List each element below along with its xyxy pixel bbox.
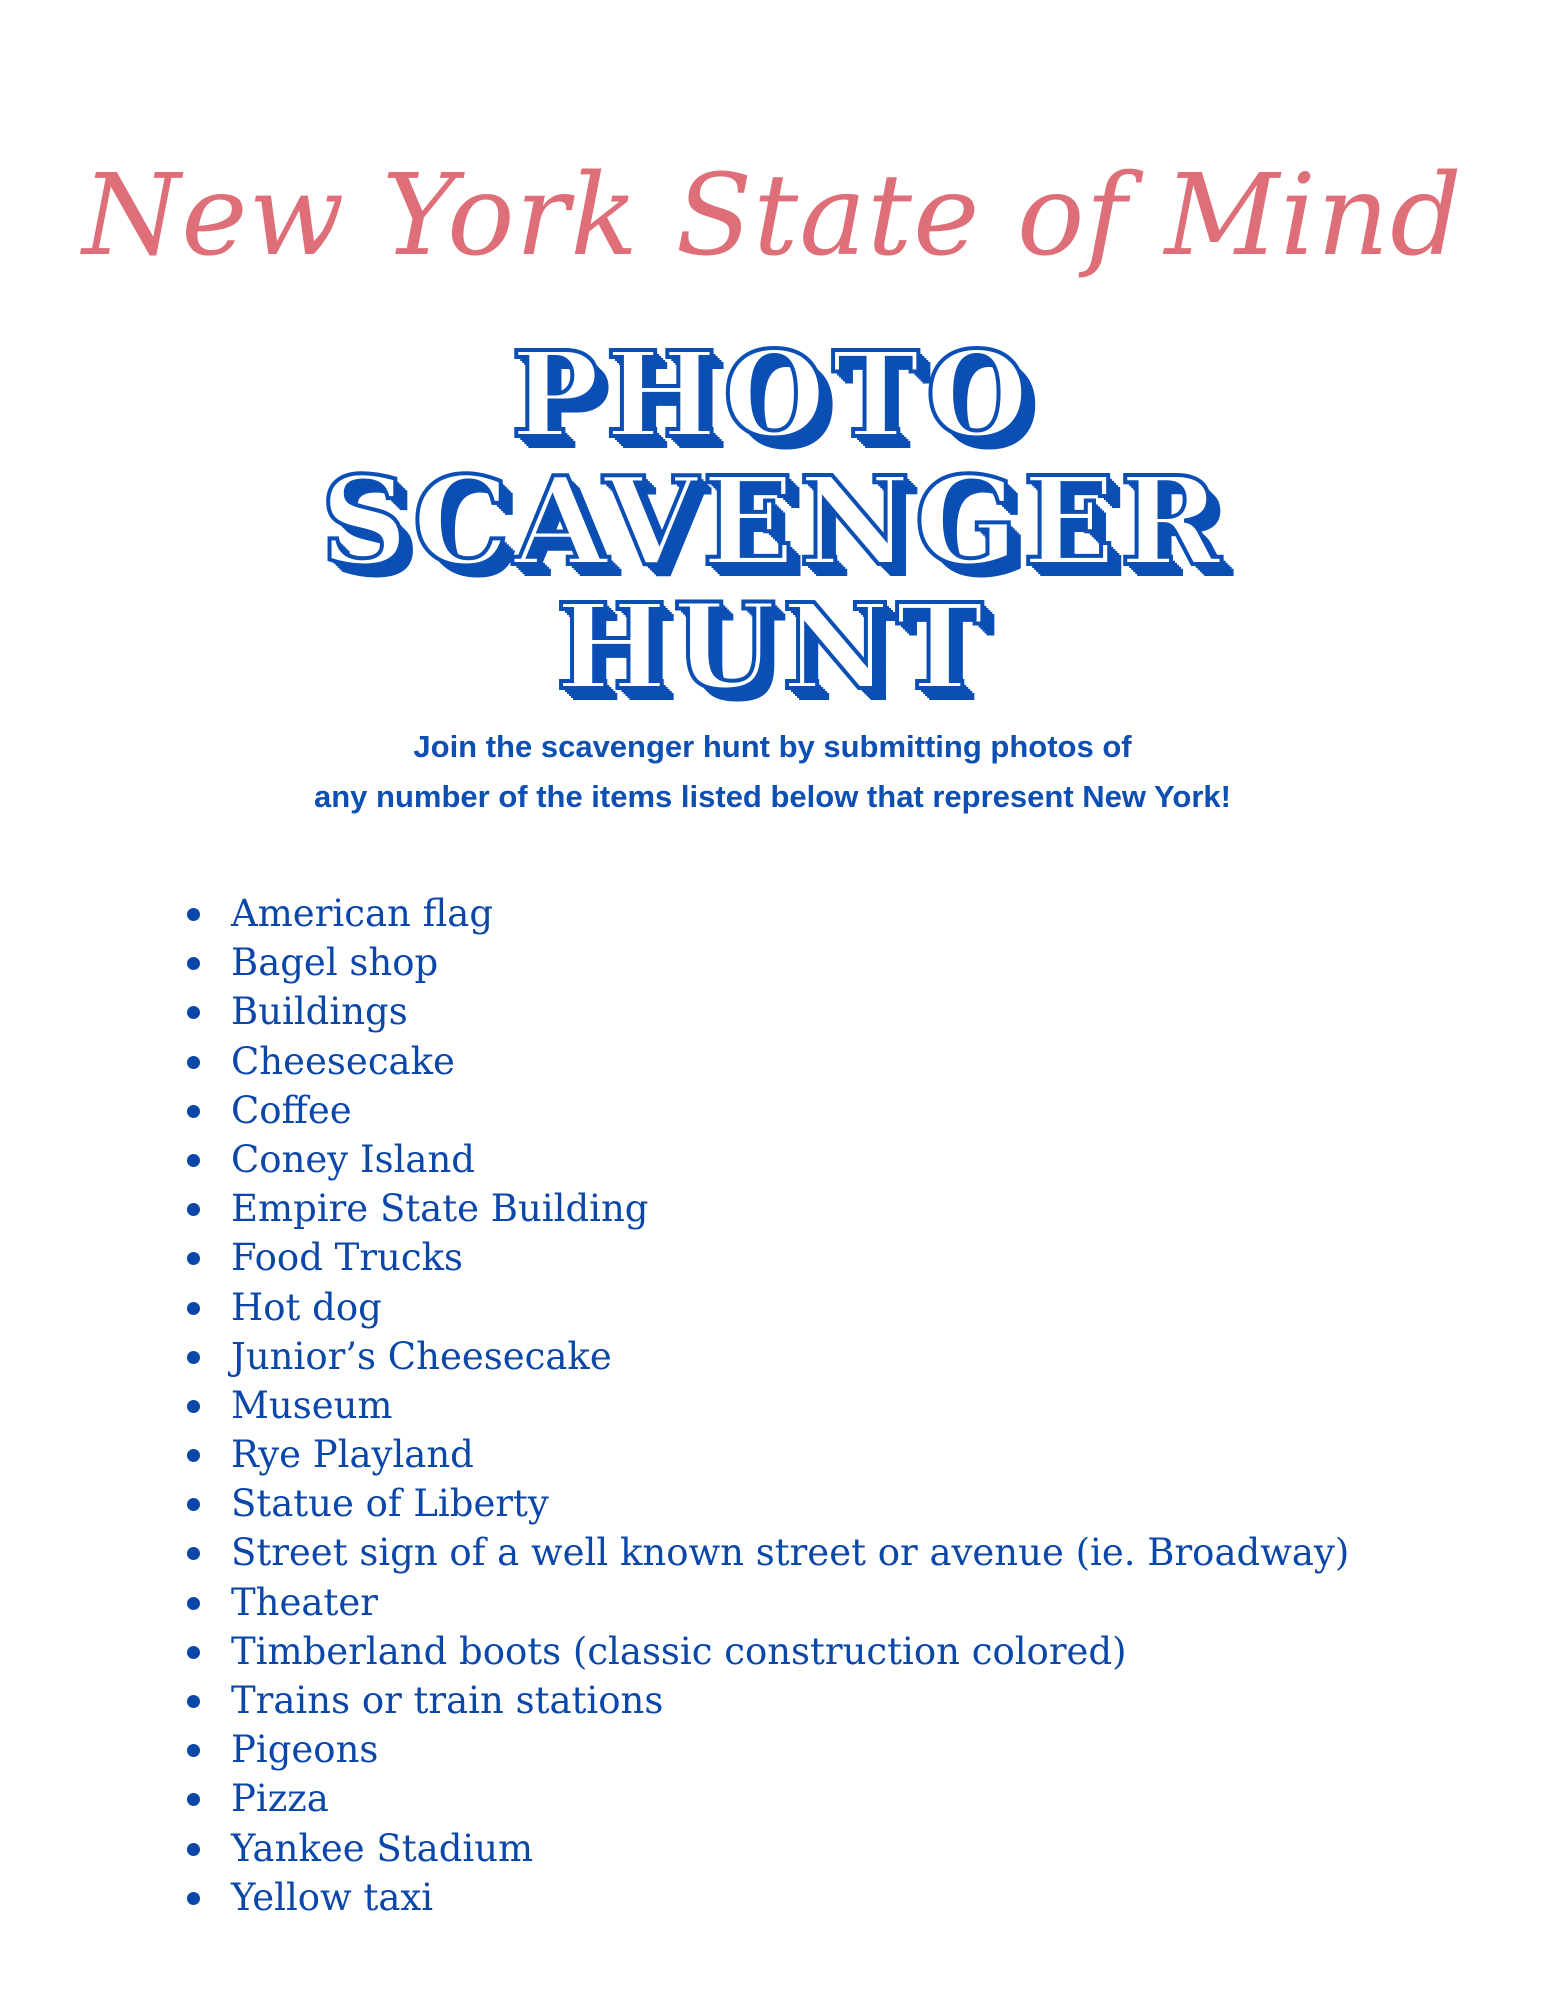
list-item-label: Statue of Liberty — [231, 1482, 549, 1526]
list-item — [183, 1676, 1349, 1725]
bullet-icon — [187, 957, 200, 970]
bullet-icon — [187, 1006, 200, 1019]
list-item — [183, 987, 1349, 1036]
intro-line-2: any number of the items listed below that represent New York! — [314, 779, 1231, 814]
bullet-icon — [187, 1498, 200, 1511]
title-line-photo: PHOTO — [510, 325, 1035, 464]
list-item — [183, 1627, 1349, 1676]
list-item-label: Cheesecake — [231, 1039, 455, 1083]
bullet-icon — [187, 1547, 200, 1560]
bullet-icon — [187, 1105, 200, 1118]
list-item-label: Yellow taxi — [231, 1875, 434, 1919]
list-item — [183, 1578, 1349, 1627]
bullet-icon — [187, 1449, 200, 1462]
list-item-label: Timberland boots (classic construction colored) — [231, 1629, 1127, 1673]
list-item — [183, 1037, 1349, 1086]
intro-line-1: Join the scavenger hunt by submitting photos of — [413, 729, 1132, 764]
list-item — [183, 1725, 1349, 1774]
list-item — [183, 1233, 1349, 1282]
list-item — [183, 1086, 1349, 1135]
list-item — [183, 1283, 1349, 1332]
list-item-label: Hot dog — [231, 1285, 382, 1329]
list-item-label: Empire State Building — [231, 1187, 649, 1231]
list-item-label: Yankee Stadium — [231, 1826, 534, 1870]
list-item-label: Museum — [231, 1383, 393, 1427]
bullet-icon — [187, 1892, 200, 1905]
list-item-label: Buildings — [231, 990, 408, 1034]
list-item-label: American flag — [231, 892, 494, 935]
list-item — [183, 1381, 1349, 1430]
list-item-label: Theater — [231, 1580, 378, 1624]
bullet-icon — [187, 1351, 200, 1364]
list-item-label: Rye Playland — [231, 1433, 474, 1477]
bullet-icon — [187, 1154, 200, 1167]
list-item — [183, 1824, 1349, 1873]
bullet-icon — [187, 1056, 200, 1069]
list-item-label: Pizza — [231, 1777, 329, 1821]
bullet-icon — [187, 1843, 200, 1856]
list-item-label: Food Trucks — [231, 1236, 463, 1280]
bullet-icon — [187, 1695, 200, 1708]
list-item — [183, 889, 1349, 938]
bullet-icon — [187, 1646, 200, 1659]
bullet-icon — [187, 1744, 200, 1757]
bullet-icon — [187, 908, 200, 921]
list-item — [183, 1528, 1349, 1577]
scavenger-item-list — [183, 889, 1349, 1922]
bullet-icon — [187, 1302, 200, 1315]
list-item — [183, 938, 1349, 987]
list-item — [183, 1332, 1349, 1381]
list-item-label: Junior’s Cheesecake — [231, 1334, 612, 1378]
list-item-label: Trains or train stations — [231, 1679, 664, 1722]
intro-text — [0, 722, 1545, 822]
list-item-label: Street sign of a well known street or avenue (ie. Broadway) — [231, 1531, 1350, 1575]
list-item — [183, 1184, 1349, 1233]
list-item-label: Coffee — [231, 1088, 352, 1132]
bullet-icon — [187, 1400, 200, 1413]
script-heading: New York State of Mind — [82, 151, 1463, 281]
list-item — [183, 1479, 1349, 1528]
list-item — [183, 1135, 1349, 1184]
bullet-icon — [187, 1252, 200, 1265]
bullet-icon — [187, 1793, 200, 1806]
list-item — [183, 1774, 1349, 1823]
bullet-icon — [187, 1203, 200, 1216]
bullet-icon — [187, 1597, 200, 1610]
title-line-scavenger: SCAVENGER — [320, 449, 1225, 593]
list-item — [183, 1873, 1349, 1922]
title-line-hunt: HUNT — [555, 577, 990, 716]
list-item-label: Bagel shop — [231, 941, 439, 985]
list-item — [183, 1430, 1349, 1479]
list-item-label: Coney Island — [231, 1137, 475, 1181]
list-item-label: Pigeons — [231, 1728, 379, 1772]
